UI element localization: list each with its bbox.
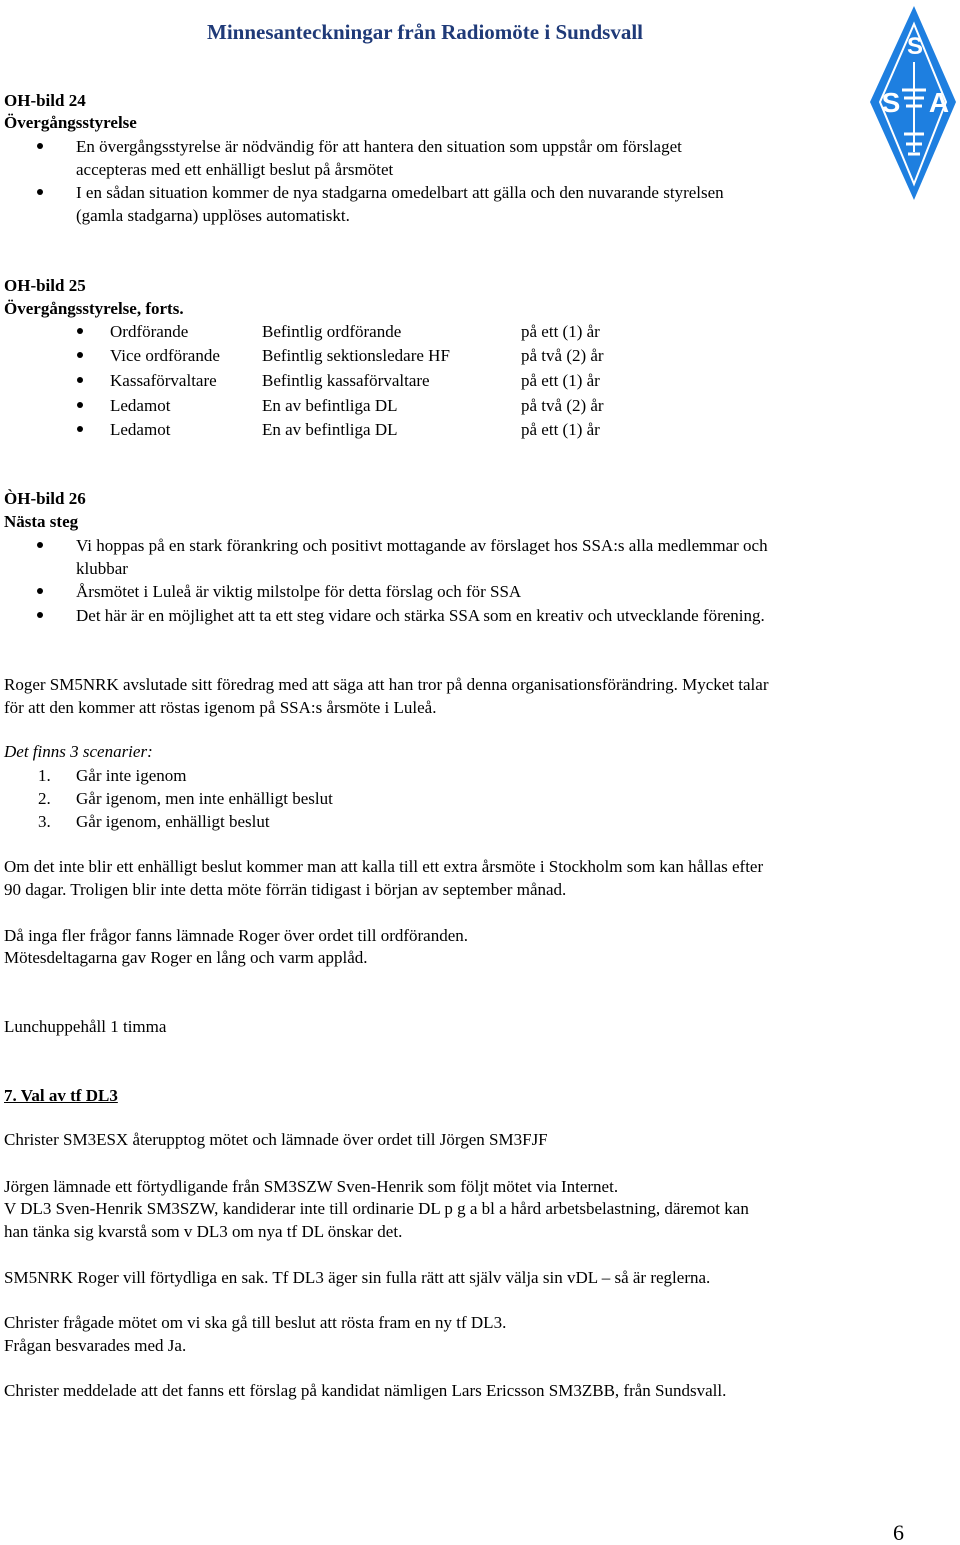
svg-text:A: A [928,87,950,118]
scenario-3-number: 3. [38,812,51,831]
paragraph-jorgen-line-3: han tänka sig kvarstå som v DL3 om nya tf DL önskar det. [4,1222,403,1241]
paragraph-candidate: Christer meddelade att det fanns ett förslag på kandidat nämligen Lars Ericsson SM3ZBB, från Sundsvall. [4,1381,727,1400]
oh24-bullet-2-line-2: (gamla stadgarna) upplöses automatiskt. [76,206,350,225]
paragraph-question-line-1: Christer frågade mötet om vi ska gå till beslut att rösta fram en ny tf DL3. [4,1313,507,1332]
oh25-row-4-who: En av befintliga DL [262,396,398,415]
document-header-title: Minnesanteckningar från Radiomöte i Sundsvall [207,20,644,44]
bullet-icon [77,352,83,358]
paragraph-christer-1: Christer SM3ESX återupptog mötet och lämnade över ordet till Jörgen SM3FJF [4,1130,548,1149]
page-number: 6 [893,1520,904,1545]
bullet-icon [37,189,43,195]
oh25-row-2-term: på två (2) år [521,346,604,365]
scenarios-intro: Det finns 3 scenarier: [4,742,153,761]
bullet-icon [37,612,43,618]
bullet-icon [77,426,83,432]
oh25-row-5-who: En av befintliga DL [262,420,398,439]
oh25-row-2-who: Befintlig sektionsledare HF [262,346,450,365]
oh26-bullet-1-line-1: Vi hoppas på en stark förankring och positivt mottagande av förslaget hos SSA:s alla medlemmar och [76,536,768,555]
oh25-heading: OH-bild 25 [4,276,86,295]
oh25-subheading: Övergångsstyrelse, forts. [4,299,184,318]
oh25-row-3-term: på ett (1) år [521,371,600,390]
oh26-heading: ÒH-bild 26 [4,489,86,508]
oh24-bullet-2-line-1: I en sådan situation kommer de nya stadgarna omedelbart att gälla och den nuvarande styrelsen [76,183,724,202]
oh25-row-5-role: Ledamot [110,420,171,439]
paragraph-jorgen-line-1: Jörgen lämnade ett förtydligande från SM3SZW Sven-Henrik som följt mötet via Internet. [4,1177,619,1196]
bullet-icon [77,377,83,383]
oh26-subheading: Nästa steg [4,512,79,531]
oh25-row-4-role: Ledamot [110,396,171,415]
scenario-2-text: Går igenom, men inte enhälligt beslut [76,789,333,808]
paragraph-thanks-line-2: Mötesdeltagarna gav Roger en lång och varm applåd. [4,948,368,967]
bullet-icon [37,588,43,594]
oh24-heading: OH-bild 24 [4,91,86,110]
bullet-icon [77,328,83,334]
scenario-1-number: 1. [38,766,51,785]
oh26-bullet-1-line-2: klubbar [76,559,128,578]
svg-text:S: S [906,33,924,60]
paragraph-sm5nrk: SM5NRK Roger vill förtydliga en sak. Tf DL3 äger sin fulla rätt att själv välja sin vDL – så är reglerna. [4,1268,711,1287]
oh24-subheading: Övergångsstyrelse [4,113,137,132]
oh25-row-4-term: på två (2) år [521,396,604,415]
paragraph-thanks-line-1: Då inga fler frågor fanns lämnade Roger över ordet till ordföranden. [4,926,469,945]
bullet-icon [77,402,83,408]
oh26-bullet-2: Årsmötet i Luleå är viktig milstolpe för detta förslag och för SSA [76,582,522,601]
scenario-2-number: 2. [38,789,51,808]
oh25-row-3-role: Kassaförvaltare [110,371,217,390]
oh24-bullet-1-line-2: accepteras med ett enhälligt beslut på årsmötet [76,160,394,179]
oh26-bullet-3: Det här är en möjlighet att ta ett steg vidare och stärka SSA som en kreativ och utvecklande förening. [76,606,765,625]
oh25-row-1-term: på ett (1) år [521,322,600,341]
paragraph-roger-line-2: för att den kommer att röstas igenom på SSA:s årsmöte i Luleå. [4,698,437,717]
paragraph-extra-line-2: 90 dagar. Troligen blir inte detta möte förrän tidigast i början av september månad. [4,880,567,899]
paragraph-roger-line-1: Roger SM5NRK avslutade sitt föredrag med att säga att han tror på denna organisationsförändring. Mycket talar [4,675,769,694]
paragraph-extra-line-1: Om det inte blir ett enhälligt beslut kommer man att kalla till ett extra årsmöte i Stockholm som kan hållas efter [4,857,764,876]
oh25-row-1-role: Ordförande [110,322,189,341]
oh25-row-3-who: Befintlig kassaförvaltare [262,371,430,390]
bullet-icon [37,542,43,548]
scenario-3-text: Går igenom, enhälligt beslut [76,812,270,831]
paragraph-question-line-2: Frågan besvarades med Ja. [4,1336,187,1355]
ssa-diamond-logo [862,2,960,204]
bullet-icon [37,143,43,149]
oh24-bullet-1-line-1: En övergångsstyrelse är nödvändig för att hantera den situation som uppstår om förslaget [76,137,682,156]
lunch-break: Lunchuppehåll 1 timma [4,1017,167,1036]
oh25-row-2-role: Vice ordförande [110,346,220,365]
svg-text:S: S [881,87,901,118]
scenario-1-text: Går inte igenom [76,766,187,785]
oh25-row-5-term: på ett (1) år [521,420,600,439]
oh25-row-1-who: Befintlig ordförande [262,322,402,341]
section-7-heading: 7. Val av tf DL3 [4,1086,118,1105]
paragraph-jorgen-line-2: V DL3 Sven-Henrik SM3SZW, kandiderar inte till ordinarie DL p g a bl a hård arbetsbelastning, däremot kan [4,1199,749,1218]
